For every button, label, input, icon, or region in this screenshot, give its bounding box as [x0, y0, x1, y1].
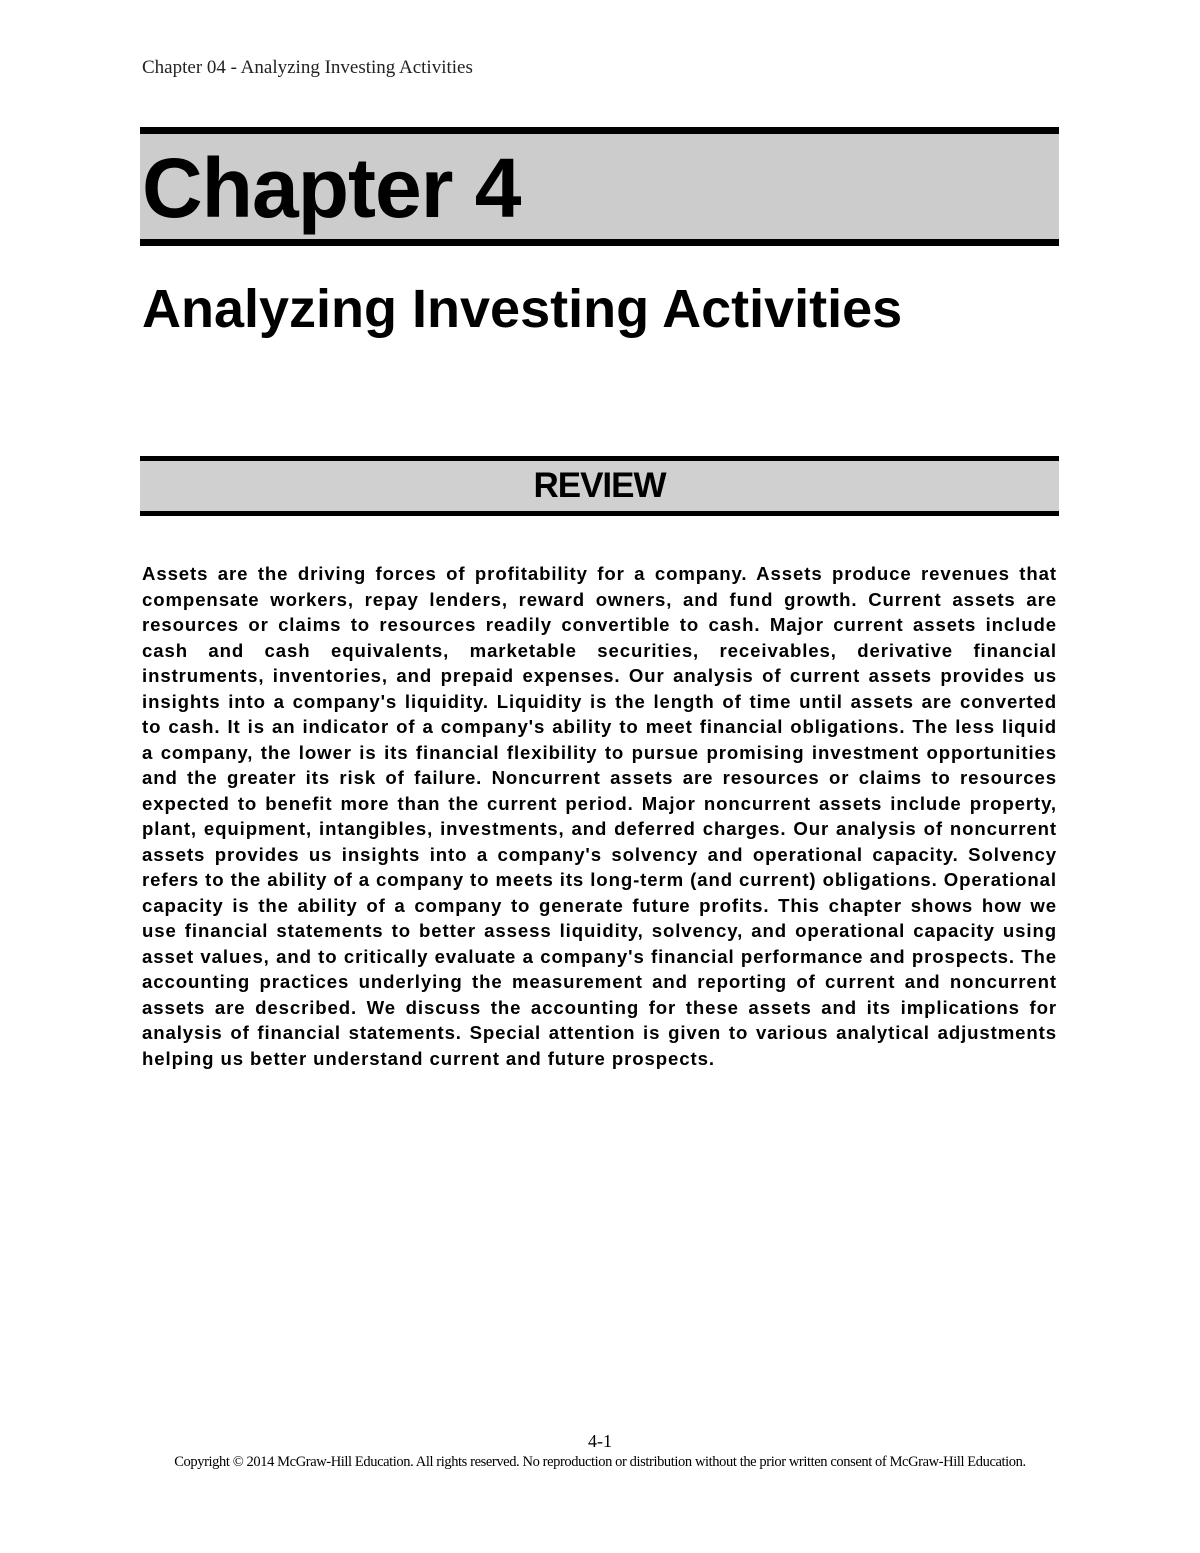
- review-heading: REVIEW: [533, 466, 666, 505]
- copyright-notice: Copyright © 2014 McGraw-Hill Education. All rights reserved. No reproduction or distribution without the prior written consent of McGraw-Hill Education.: [174, 1454, 1026, 1470]
- review-section-band: [140, 456, 1059, 516]
- chapter-title: Chapter 4: [142, 141, 521, 235]
- page-number: 4-1: [588, 1431, 612, 1451]
- running-head: Chapter 04 - Analyzing Investing Activities: [142, 57, 473, 78]
- chapter-subtitle: Analyzing Investing Activities: [142, 279, 903, 339]
- review-paragraph: Assets are the driving forces of profitability for a company. Assets produce revenues that compensate workers, repay lenders, reward owners, and fund growth. Current assets are resources or claims to resources readily convertible to cash. Major current assets include cash and cash equivalents, marketable securities, receivables, derivative financial instruments, inventories, and prepaid expenses. Our analysis of current assets provides us insights into a company's liquidity. Liquidity is the length of time until assets are converted to cash. It is an indicator of a company's ability to meet financial obligations. The less liquid a company, the lower is its financial flexibility to pursue promising investment opportunities and the greater its risk of failure. Noncurrent assets are resources or claims to resources expected to benefit more than the current period. Major noncurrent assets include property, plant, equipment, intangibles, investments, and deferred charges. Our analysis of noncurrent assets provides us insights into a company's solvency and operational capacity. Solvency refers to the ability of a company to meets its long-term (and current) obligations. Operational capacity is the ability of a company to generate future profits. This chapter shows how we use financial statements to better assess liquidity, solvency, and operational capacity using asset values, and to critically evaluate a company's financial performance and prospects. The accounting practices underlying the measurement and reporting of current and noncurrent assets are described. We discuss the accounting for these assets and its implications for analysis of financial statements. Special attention is given to various analytical adjustments helping us better understand current and future prospects.: [142, 563, 1057, 1069]
